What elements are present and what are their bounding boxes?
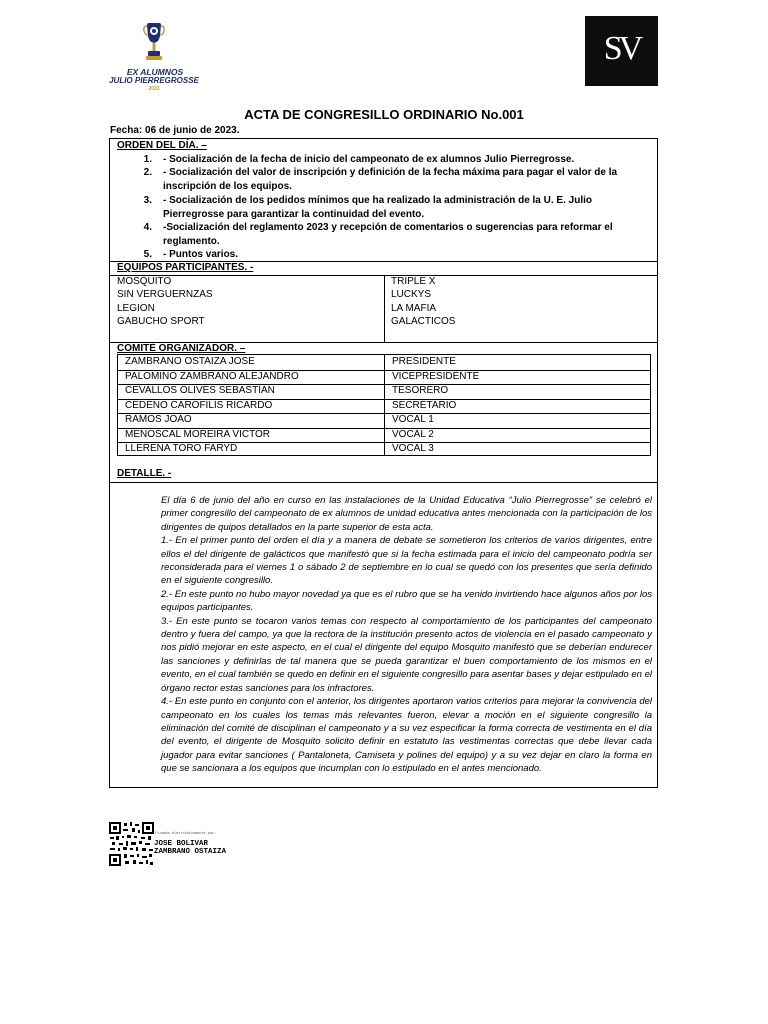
qr-code-icon [108,821,155,867]
detalle-title: DETALLE. - [117,468,172,479]
team-name: TRIPLE X [391,276,436,287]
right-logo [585,16,658,86]
signature-note: Firmado electrónicamente por: [155,831,217,835]
orden-title: ORDEN DEL DÍA. – [117,140,207,151]
team-name: LA MAFIA [391,303,437,314]
team-name: LUCKYS [391,289,432,300]
comite-title: COMITÉ ORGANIZADOR. – [117,343,246,354]
team-name: SIN VERGUERNZAS [117,289,213,300]
team-name: GALACTICOS [391,316,456,327]
logo-year: 2023 [148,86,160,92]
right-logo-text: SV [603,30,640,67]
detalle-paragraph: 1.- En el primer punto del orden el día y a manera de debate se sometieron los criterios de varios dirigentes, entre ellos el del dirigente de galácticos que manifestó que si la fecha estimada para el inicio del campeonato podría ser reconsiderada para el viernes 1 o sábado 2 de septiembre en lo cual se quedó con los presentes que sería definido en el siguiente congresillo. [161,535,652,587]
signature-name: JOSE BOLIVAR ZAMBRANO OSTAIZA [154,840,227,856]
logo-line2: JULIO PIERREGROSSE [109,76,199,85]
equipos-title: EQUIPOS PARTICIPANTES. - [117,262,254,273]
column-divider [384,275,385,342]
detalle-paragraph: 3.- En este punto se tocaron varios temas con respecto al comportamiento de los participantes del campeonato dentro y fuera del campo, ya que la rectora de la institución presento actos de violencia en el pasado campeonato y nos pidió mejorar en este aspecto, en el cual el dirigente del equipo Mosquito manifestó que se deberían endurecer las sanciones y definirlas de tal manera que se pueda garantizar el buen comportamiento de los mismos en el evento, en el cual también se quedo en definir en el siguiente congresillo para asentar bases y dejar estipulado en el órgano rector estas sanciones para los infractores. [161,615,652,694]
table-row: LLERENA TORO FARYD VOCAL 3 [125,443,434,454]
team-name: LEGION [117,303,155,314]
detalle-paragraph: 4.- En este punto en conjunto con el anterior, los dirigentes aportaron varios criterios para mejorar la convivencia del campeonato en los cuales los temas más relevantes fueron, elevar a moción en el siguiente congresillo la eliminación del comité de disciplinan el campeonato y a su vez especificar la forma correcta de vestimenta en el día del evento, el dirigente de Mosquito solicito definir en estatuto las vestimentas correctas que debe llevar cada jugador para evitar sanciones ( Pantaloneta, Camiseta y polines del equipo) y a su vez dejar en claro la forma en que se sancionara a los equipos que incumplan con lo estipulado en el antes mencionado. [161,696,652,775]
divider [110,482,657,483]
team-name: GABUCHO SPORT [117,316,205,327]
table-row: PALOMINO ZAMBRANO ALEJANDRO VICEPRESIDENTE [125,370,480,382]
logo-line1: EX ALUMNOS [126,67,184,77]
document-title: ACTA DE CONGRESILLO ORDINARIO No.001 [244,107,524,122]
team-name: MOSQUITO [117,276,172,287]
detalle-paragraph: 2.- En este punto no hubo mayor novedad ya que es el rubro que se ha venido invirtiendo hace algunos años por los equipos participantes. [161,588,652,614]
acta-frame: ORDEN DEL DÍA. – 1. - Socialización de la fecha de inicio del campeonato de ex alumnos Julio Pierregrosse. 2. - Socialización del valor de inscripción y definición de la fecha máxima para pagar el valor de la inscripción de los equipos. 3. - Socialización de los pedidos mínimos que ha realizado la administración de la U. E. Julio Pierregrosse para garantizar la continuidad del evento. 4. -Socialización del reglamento 2023 y recepción de comentarios o sugerencias para reformar el reglamento. 5. - Puntos varios. EQUIPOS PARTICIPANTES. - MOSQUITO SIN VERGUERNZAS LEGION GABUCHO SPORT TRIPLE X LUCKYS LA MAFIA GALACTICOS COMITÉ ORGANIZADOR. – ZAMBRANO OSTAIZA JOSE PRESIDENTE PALOMINO ZAMBRANO ALEJANDRO VICEPRESIDENTE CEVALLOS OLIVES SEBASTIAN TESORERO CEDEÑO CAROFILIS RICARDO SECRETARIO RAMOS JOAO VOCAL 1 MENOSCAL MOREIRA VICTOR VOCAL 2 LLERENA TORO FARYD VOCAL 3 DETALLE. - El día 6 de junio del año en curso en las instalaciones de la Unidad Educativa “Julio Pierregrosse” se celebró el primer congresillo del campeonato de ex alumnos de unidad educativa antes mencionada con la participación de los dirigentes de quipos detallados en la parte superior de esta acta. 1.- En el primer punto del orden el día y a manera de debate se sometieron los criterios de varios dirigentes, entre ellos el del dirigente de galácticos que manifestó que si la fecha estimada para el inicio del campeonato podría ser reconsiderada para el viernes 1 o sábado 2 de septiembre en lo cual se quedó con los presentes que sería definido en el siguiente congresillo. 2.- En este punto no hubo mayor novedad ya que es el rubro que se ha venido invirtiendo hace algunos años por los equipos participantes. 3.- En este punto se tocaron varios temas con respecto al comportamiento de los participantes del campeonato dentro y fuera del campo, ya que la rectora de la institución presento actos de violencia en el pasado campeonato y nos pidió mejorar en este aspecto, en el cual el dirigente del equipo Mosquito manifestó que se deberían endurecer las sanciones y definirlas de tal manera que se pueda garantizar el buen comportamiento de los mismos en el evento, en el cual también se quedo en definir en el siguiente congresillo para asentar bases y dejar estipulado en el órgano rector estas sanciones para los infractores. 4.- En este punto en conjunto con el anterior, los dirigentes aportaron varios criterios para mejorar la convivencia del campeonato en los cuales los temas más relevantes fueron, elevar a moción en el siguiente congresillo la eliminación del comité de disciplinan el campeonato y a su vez especificar la forma correcta de vestimenta en el día del evento, el dirigente de Mosquito solicito definir en estatuto las vestimentas correctas que debe llevar cada jugador para evitar sanciones ( Pantaloneta, Camiseta y polines del equipo) y a su vez dejar en claro la forma en que se sancionara a los equipos que incumplan con lo estipulado en el antes mencionado. [109,138,658,788]
detalle-body [161,494,652,776]
detalle-paragraph: El día 6 de junio del año en curso en las instalaciones de la Unidad Educativa “Julio Pierregrosse” se celebró el primer congresillo del campeonato de ex alumnos de unidad educativa antes mencionada con la participación de los dirigentes de quipos detallados en la parte superior de esta acta. [161,495,652,533]
left-logo [104,20,204,92]
trophy-icon [142,22,166,62]
table-row: MENOSCAL MOREIRA VICTOR VOCAL 2 [125,428,434,440]
comite-table [117,354,651,456]
document-date: Fecha: 06 de junio de 2023. [110,125,240,136]
table-row: ZAMBRANO OSTAIZA JOSE PRESIDENTE [125,356,456,367]
table-row: RAMOS JOAO VOCAL 1 [125,414,434,425]
table-row: CEVALLOS OLIVES SEBASTIAN TESORERO [125,385,449,396]
table-row: CEDEÑO CAROFILIS RICARDO SECRETARIO [125,399,457,411]
